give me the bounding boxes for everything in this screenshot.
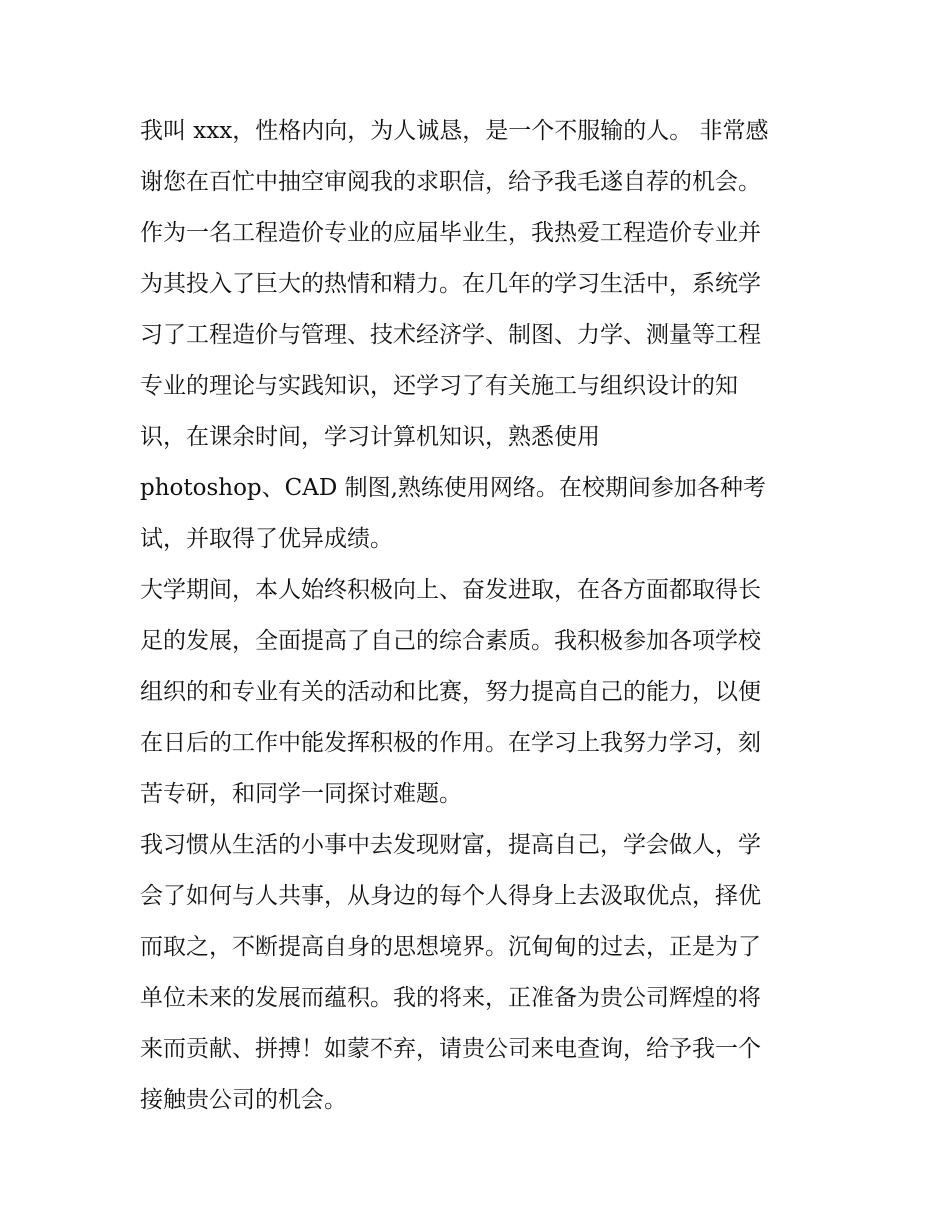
text-line: 足的发展，全面提高了自己的综合素质。我积极参加各项学校 bbox=[140, 628, 761, 654]
text-line: 而取之，不断提高自身的思想境界。沉甸甸的过去，正是为了 bbox=[140, 934, 761, 960]
text-line: 专业的理论与实践知识，还学习了有关施工与组织设计的知 bbox=[140, 373, 738, 399]
text-line: 作为一名工程造价专业的应届毕业生，我热爱工程造价专业并 bbox=[140, 220, 761, 246]
text-line: 试，并取得了优异成绩。 bbox=[140, 526, 393, 552]
text-line: 大学期间，本人始终积极向上、奋发进取，在各方面都取得长 bbox=[140, 577, 761, 603]
text-line: 在日后的工作中能发挥积极的作用。在学习上我努力学习，刻 bbox=[140, 730, 761, 756]
text-line: 为其投入了巨大的热情和精力。在几年的学习生活中，系统学 bbox=[140, 271, 761, 297]
text-line: 谢您在百忙中抽空审阅我的求职信，给予我毛遂自荐的机会。 bbox=[140, 169, 761, 195]
cover-letter-body bbox=[140, 106, 820, 1126]
text-line: 苦专研，和同学一同探讨难题。 bbox=[140, 781, 462, 807]
text-line: 会了如何与人共事，从身边的每个人得身上去汲取优点，择优 bbox=[140, 883, 761, 909]
text-line: 单位未来的发展而蕴积。我的将来，正准备为贵公司辉煌的将 bbox=[140, 985, 761, 1011]
text-line: photoshop、CAD 制图,熟练使用网络。在校期间参加各种考 bbox=[140, 475, 766, 501]
text-line: 组织的和专业有关的活动和比赛，努力提高自己的能力，以便 bbox=[140, 679, 761, 705]
text-line: 识，在课余时间，学习计算机知识，熟悉使用 bbox=[140, 424, 600, 450]
text-line: 接触贵公司的机会。 bbox=[140, 1087, 347, 1113]
text-line: 我叫 xxx，性格内向，为人诚恳，是一个不服输的人。 非常感 bbox=[140, 118, 769, 144]
text-line: 习了工程造价与管理、技术经济学、制图、力学、测量等工程 bbox=[140, 322, 761, 348]
text-line: 我习惯从生活的小事中去发现财富，提高自己，学会做人，学 bbox=[140, 832, 761, 858]
text-line: 来而贡献、拼搏！如蒙不弃，请贵公司来电查询，给予我一个 bbox=[140, 1036, 761, 1062]
